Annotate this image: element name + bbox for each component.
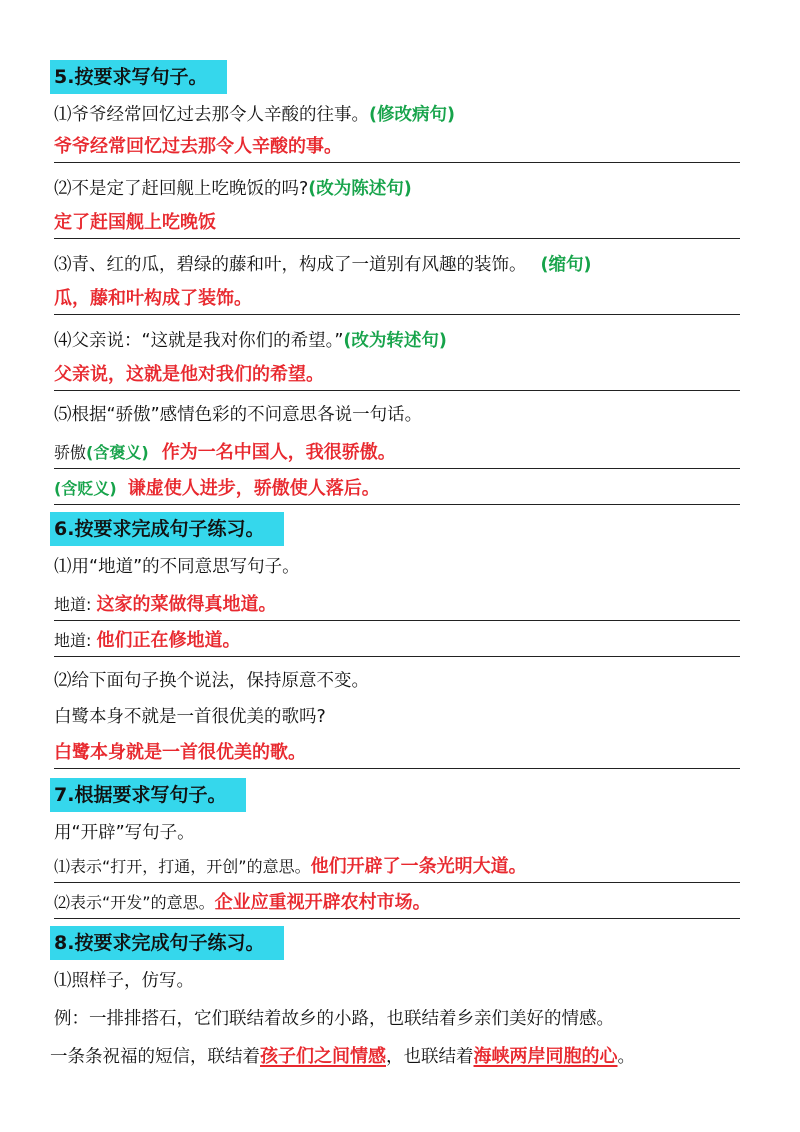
s6-a2: 他们正在修地道。 <box>96 630 241 651</box>
s6-label-1: 地道: <box>54 595 92 614</box>
s6-a1-line <box>54 590 740 621</box>
s8-blank-1: 孩子们之间情感 <box>260 1046 386 1067</box>
s6-a3-line <box>54 738 740 769</box>
s6-a1: 这家的菜做得真地道。 <box>96 594 277 615</box>
s7-intro: 用“开辟”写句子。 <box>54 823 195 843</box>
s5-q5a-label: 骄傲 <box>54 443 87 462</box>
s5-q4 <box>54 326 447 356</box>
section-5-title: 5.按要求写句子。 <box>50 60 227 94</box>
s5-q5a-answer: 作为一名中国人，我很骄傲。 <box>161 442 396 463</box>
s6-q1: ⑴用“地道”的不同意思写句子。 <box>54 557 300 577</box>
s8-p1: 一条条祝福的短信，联结着 <box>50 1047 260 1067</box>
s5-q4-text: ⑷父亲说：“这就是我对你们的希望。” <box>54 331 344 351</box>
s8-example: 例：一排排搭石，它们联结着故乡的小路，也联结着乡亲们美好的情感。 <box>54 1009 614 1029</box>
s5-a4-line <box>54 360 740 391</box>
s6-q2-text: 白鹭本身不就是一首很优美的歌吗? <box>54 707 326 727</box>
s6-label-2: 地道: <box>54 631 92 650</box>
s5-a3-line <box>54 284 740 315</box>
s5-q1 <box>54 100 455 130</box>
s6-a3: 白鹭本身就是一首很优美的歌。 <box>54 742 306 763</box>
s7-q1: ⑴表示“打开，打通，开创”的意思。 <box>54 857 311 876</box>
s8-blank-2: 海峡两岸同胞的心 <box>473 1046 618 1067</box>
s5-q1-tag: (修改病句) <box>369 105 455 125</box>
section-8-title: 8.按要求完成句子练习。 <box>50 926 284 960</box>
s5-q5b-answer: 谦虚使人进步，骄傲使人落后。 <box>127 478 380 499</box>
s5-q5a-line <box>54 438 740 469</box>
s5-q2 <box>54 174 412 204</box>
s5-q4-tag: (改为转述句) <box>343 331 447 351</box>
s5-q2-text: ⑵不是定了赶回舰上吃晚饭的吗? <box>54 179 309 199</box>
section-6-title: 6.按要求完成句子练习。 <box>50 512 284 546</box>
s5-a2-line <box>54 208 740 239</box>
s8-q1: ⑴照样子，仿写。 <box>54 971 194 991</box>
s5-q3-text: ⑶青、红的瓜，碧绿的藤和叶，构成了一道别有风趣的装饰。 <box>54 255 527 275</box>
s5-q5a-tag: (含褒义) <box>86 443 149 462</box>
s5-q1-text: ⑴爷爷经常回忆过去那令人辛酸的往事。 <box>54 105 369 125</box>
s8-p3: 。 <box>617 1047 635 1067</box>
s6-q2: ⑵给下面句子换个说法，保持原意不变。 <box>54 671 369 691</box>
s5-a1: 爷爷经常回忆过去那令人辛酸的事。 <box>54 136 342 157</box>
s5-a2: 定了赶国舰上吃晚饭 <box>54 212 216 233</box>
s5-q3 <box>54 250 592 280</box>
s7-a2: 企业应重视开辟农村市场。 <box>214 892 431 913</box>
s5-q3-tag: (缩句) <box>540 255 592 275</box>
s5-q5: ⑸根据“骄傲”感情色彩的不问意思各说一句话。 <box>54 405 423 425</box>
section-7-title: 7.根据要求写句子。 <box>50 778 246 812</box>
s5-a3: 瓜，藤和叶构成了装饰。 <box>54 288 252 309</box>
s7-q2-line <box>54 888 740 919</box>
s5-a1-line <box>54 132 740 163</box>
s7-q1-line <box>54 852 740 883</box>
s7-a1: 他们开辟了一条光明大道。 <box>310 856 527 877</box>
s5-q5b-line <box>54 474 740 505</box>
s6-a2-line <box>54 626 740 657</box>
s5-a4: 父亲说，这就是他对我们的希望。 <box>54 364 324 385</box>
s7-q2: ⑵表示“开发”的意思。 <box>54 893 215 912</box>
s5-q2-tag: (改为陈述句) <box>308 179 412 199</box>
s8-p2: ，也联结着 <box>386 1047 474 1067</box>
s5-q5b-tag: (含贬义) <box>54 479 117 498</box>
s8-answer-sentence <box>50 1042 635 1072</box>
